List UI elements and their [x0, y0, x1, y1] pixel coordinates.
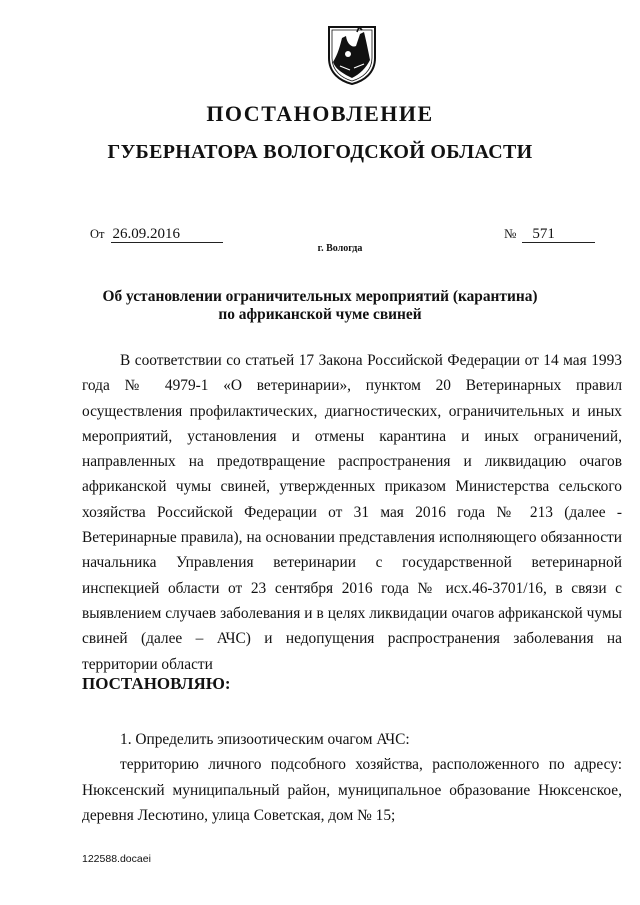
- coat-of-arms-icon: [326, 24, 378, 86]
- document-title: ПОСТАНОВЛЕНИЕ: [206, 101, 434, 126]
- number-value: 571: [522, 226, 595, 243]
- subject-line-1: Об установлении ограничительных мероприятий (карантина): [102, 288, 538, 305]
- date-label: От: [90, 227, 105, 241]
- document-issuer: ГУБЕРНАТОРА ВОЛОГОДСКОЙ ОБЛАСТИ: [107, 141, 533, 163]
- date-field: [90, 226, 223, 243]
- subject-heading: [0, 288, 640, 324]
- item-block: [82, 727, 622, 828]
- item-1-text: территорию личного подсобного хозяйства, расположенного по адресу: Нюксенский муниципальный район, муниципальное образование Нюксенское, деревня Лесютино, улица Советская, дом № 15;: [82, 756, 622, 824]
- item-1-heading: 1. Определить эпизоотическим очагом АЧС:: [120, 731, 410, 748]
- subject-line-2: по африканской чуме свиней: [218, 306, 422, 323]
- number-label: №: [504, 226, 517, 241]
- number-field: [504, 226, 595, 243]
- date-value: 26.09.2016: [111, 226, 223, 243]
- resolve-heading: ПОСТАНОВЛЯЮ:: [82, 674, 231, 693]
- preamble-block: [82, 348, 622, 677]
- preamble-paragraph: В соответствии со статьей 17 Закона Российской Федерации от 14 мая 1993 года № 4979-1 «О ветеринарии», пунктом 20 Ветеринарных правил осуществления профилактических, диагностических, ограничительных и иных мероприятий, установления и отмены карантина и иных ограничений, направленных на предотвращение распространения и ликвидацию очагов африканской чумы свиней, утвержденных приказом Министерства сельского хозяйства Российской Федерации от 31 мая 2016 года № 213 (далее - Ветеринарные правила), на основании представления исполняющего обязанности начальника Управления ветеринарии с государственной ветеринарной инспекцией области от 23 сентября 2016 года № исх.46-3701/16, в связи с выявлением случаев заболевания и в целях ликвидации очагов африканской чумы свиней (далее – АЧС) и недопущения распространения заболевания на территории области: [82, 352, 622, 673]
- city: г. Вологда: [317, 243, 363, 254]
- file-name: 122588.docaei: [82, 853, 151, 865]
